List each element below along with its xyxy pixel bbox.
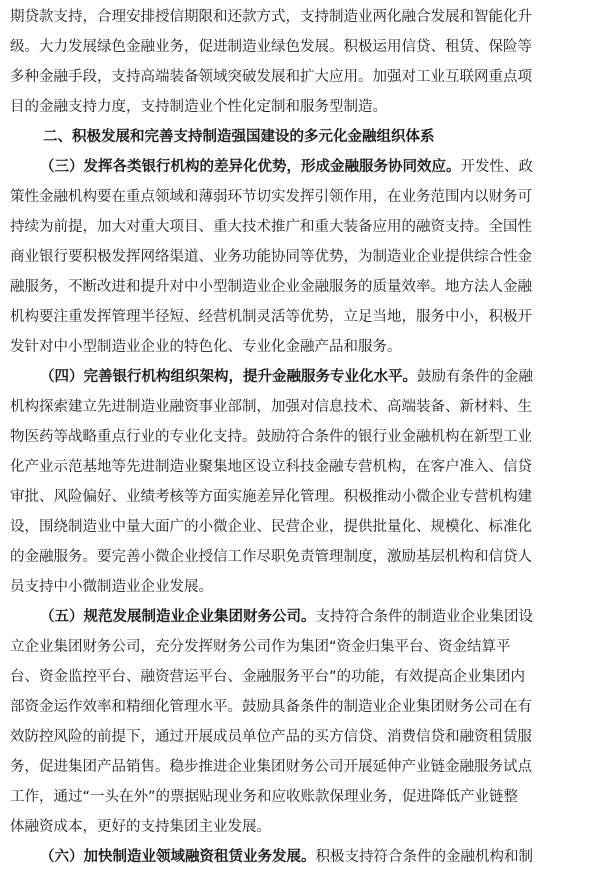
paragraph-line: 员支持中小微制造业企业发展。 [10,579,213,595]
paragraph-line: 台、资金监控平台、融资营运平台、金融服务平台”的功能，有效提高企业集团内 [10,669,526,685]
paragraph-first-line [40,842,598,872]
paragraph-line: 效防控风险的前提下，通过开展成员单位产品的买方信贷、消费信贷和融资租赁服 [10,729,532,745]
paragraph-line: 级。大力发展绿色金融业务，促进制造业绿色发展。积极运用信贷、租赁、保险等 [10,39,532,55]
paragraph-line: 期贷款支持，合理安排授信期限和还款方式，支持制造业两化融合发展和智能化升 [10,9,532,25]
paragraph-text: 积极支持符合条件的金融机构和制 [315,849,533,865]
paragraph-line: 部资金运作效率和精细化管理水平。鼓励具备条件的制造业企业集团财务公司在有 [10,699,532,715]
paragraph-lead: （五）规范发展制造业企业集团财务公司。 [40,608,316,625]
paragraph-line: 设，围绕制造业中量大面广的小微企业、民营企业，提供批量化、规模化、标准化 [10,519,532,535]
paragraph-line: 物医药等战略重点行业的专业化支持。鼓励符合条件的银行业金融机构在新型工业 [10,429,532,445]
paragraph-line: 机构要注重发挥管理半径短、经营机制灵活等优势，立足当地，服务中小，积极开 [10,309,532,325]
paragraph-text: 开发性、政 [460,159,533,175]
paragraph-line: 发针对中小型制造业企业的特色化、专业化金融产品和服务。 [10,339,402,355]
paragraph-first-line [40,152,598,182]
paragraph-lead: （三）发挥各类银行机构的差异化优势，形成金融服务协同效应。 [40,158,461,175]
section-heading: 二、积极发展和完善支持制造强国建设的多元化金融组织体系 [43,129,435,145]
paragraph-first-line [40,602,598,632]
paragraph-text: 支持符合条件的制造业企业集团设 [315,609,533,625]
paragraph-lead: （四）完善银行机构组织架构，提升金融服务专业化水平。 [40,368,417,385]
paragraph-line: 商业银行要积极发挥网络渠道、业务功能协同等优势，为制造业企业提供综合性金 [10,249,532,265]
paragraph-line: 务，促进集团产品销售。稳步推进企业集团财务公司开展延伸产业链金融服务试点 [10,759,532,775]
paragraph-first-line [40,362,598,392]
paragraph-line: 审批、风险偏好、业绩考核等方面实施差异化管理。积极推动小微企业专营机构建 [10,489,532,505]
paragraph-line: 多种金融手段，支持高端装备领域突破发展和扩大应用。加强对工业互联网重点项 [10,69,532,85]
paragraph-line: 策性金融机构要在重点领域和薄弱环节切实发挥引领作用，在业务范围内以财务可 [10,189,532,205]
paragraph-text: 鼓励有条件的金融 [417,369,533,385]
paragraph-line: 融服务，不断改进和提升对中小型制造业企业金融服务的质量效率。地方法人金融 [10,279,532,295]
paragraph-lead: （六）加快制造业领域融资租赁业务发展。 [40,848,316,865]
paragraph-line: 的金融服务。要完善小微企业授信工作尽职免责管理制度，激励基层机构和信贷人 [10,549,532,565]
paragraph-line: 体融资成本，更好的支持集团主业发展。 [10,819,271,835]
paragraph-line: 工作，通过“一头在外”的票据贴现业务和应收账款保理业务，促进降低产业链整 [10,789,519,805]
paragraph-line: 持续为前提，加大对重大项目、重大技术推广和重大装备应用的融资支持。全国性 [10,219,532,235]
paragraph-line: 立企业集团财务公司，充分发挥财务公司作为集团“资金归集平台、资金结算平 [10,639,511,655]
paragraph-line: 目的金融支持力度，支持制造业个性化定制和服务型制造。 [10,99,387,115]
paragraph-line: 机构探索建立先进制造业融资事业部制，加强对信息技术、高端装备、新材料、生 [10,399,532,415]
paragraph-line: 化产业示范基地等先进制造业聚集地区设立科技金融专营机构，在客户准入、信贷 [10,459,532,475]
